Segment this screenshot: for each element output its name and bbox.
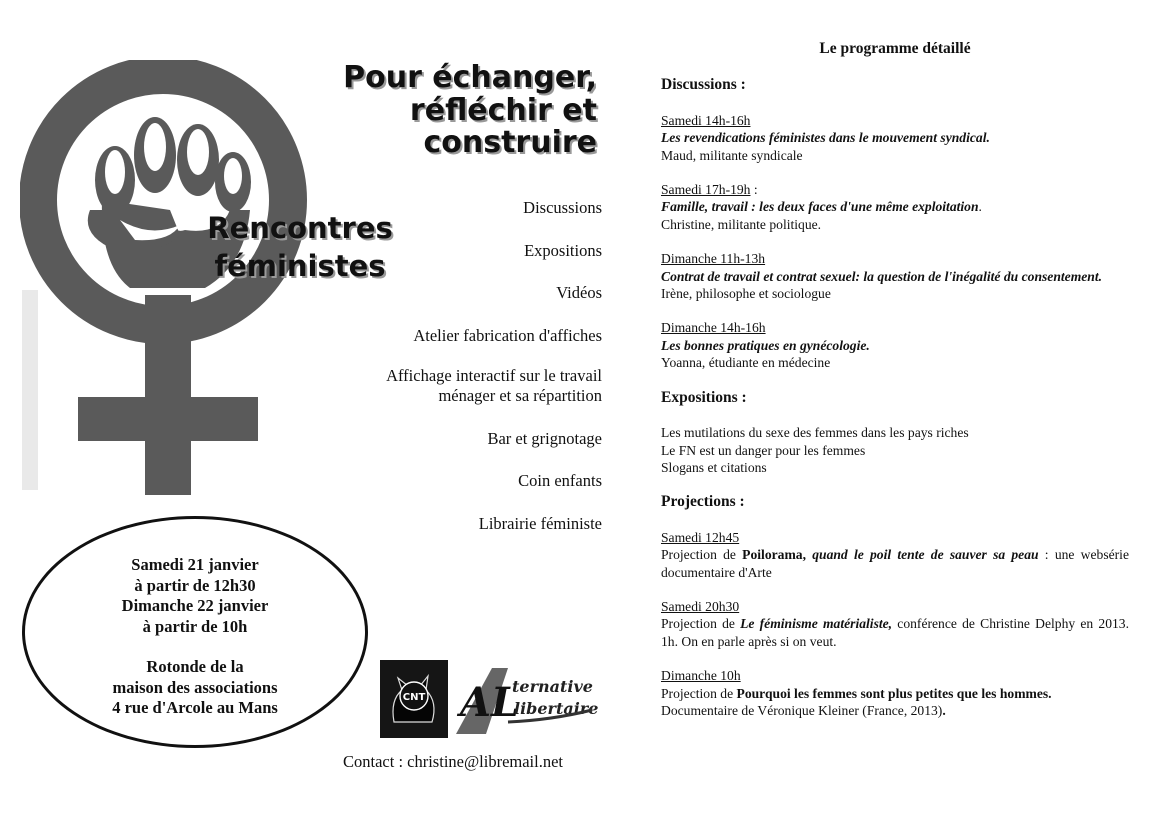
activity-line: Affichage interactif sur le travail [386, 365, 602, 385]
date-line: à partir de 10h [142, 616, 248, 636]
event-dates [25, 555, 365, 637]
discussion-item [661, 112, 1129, 164]
projection-title: Pourquoi les femmes sont plus petites que les hommes. [736, 685, 1052, 701]
projection-subtitle: quand le poil tente de sauver sa peau [805, 547, 1039, 563]
session-time: Samedi 17h-19h [661, 182, 751, 198]
session-title: Les bonnes pratiques en gynécologie. [661, 337, 870, 353]
discussions-heading: Discussions : [661, 76, 746, 94]
session-time: Samedi 12h45 [661, 529, 740, 545]
session-title-suffix: . [978, 199, 982, 215]
activity-item: Vidéos [556, 283, 602, 303]
activity-line: ménager et sa répartition [438, 386, 602, 406]
session-time: Dimanche 10h [661, 668, 741, 684]
activity-item: Atelier fabrication d'affiches [413, 325, 602, 345]
session-title: Les revendications féministes dans le mouvement syndical. [661, 130, 990, 146]
program-title: Le programme détaillé [819, 40, 971, 57]
date-line: Samedi 21 janvier [131, 555, 259, 574]
projections-heading: Projections : [661, 493, 745, 511]
event-place [25, 657, 365, 719]
alternative-libertaire-logo [452, 664, 598, 736]
projection-description: Documentaire de Véronique Kleiner (France, 2013) [661, 702, 943, 718]
activity-item: Expositions [524, 240, 602, 260]
place-line: maison des associations [112, 677, 278, 697]
activity-item: Coin enfants [518, 471, 602, 491]
event-title-line: féministes [214, 248, 386, 283]
cnt-logo-text: CNT [402, 692, 426, 703]
date-line: Dimanche 22 janvier [121, 596, 269, 615]
al-logo-text: libertaire [514, 699, 598, 718]
session-speaker: Maud, militante syndicale [661, 147, 803, 163]
headline-line: réfléchir et [409, 92, 597, 128]
session-time: Dimanche 11h-13h [661, 251, 766, 267]
projection-description-end: . [942, 702, 946, 718]
al-logo-letters: AL [460, 679, 520, 726]
projection-item [661, 667, 1129, 719]
exposition-item: Le FN est un danger pour les femmes [661, 442, 866, 458]
activities-list [342, 198, 602, 557]
projection-description: conférence de Christine Delphy en 2013. 1h. On en parle après si on veut. [661, 616, 1129, 649]
projection-prefix: Projection de [661, 616, 741, 632]
event-title-line: Rencontres [207, 211, 393, 245]
projection-prefix: Projection de [661, 547, 743, 563]
cnt-logo [380, 660, 448, 738]
contact-line: Contact : christine@libremail.net [343, 752, 564, 771]
session-speaker: Irène, philosophe et sociologue [661, 286, 831, 302]
date-line: à partir de 12h30 [134, 575, 256, 595]
session-time: Samedi 14h-16h [661, 112, 751, 128]
discussion-item [661, 181, 1129, 233]
projection-title: Le féminisme matérialiste, [740, 616, 893, 632]
discussion-item [661, 250, 1129, 302]
headline [297, 62, 597, 160]
projection-prefix: Projection de [661, 685, 737, 701]
session-speaker: Christine, militante politique. [661, 216, 822, 232]
expositions-heading: Expositions : [661, 388, 747, 406]
projection-title: Poilorama, [742, 547, 806, 563]
activity-item: Librairie féministe [478, 514, 602, 533]
projection-item [661, 598, 1129, 650]
session-time-suffix: : [750, 182, 758, 198]
session-time: Samedi 20h30 [661, 598, 740, 614]
discussion-item [661, 319, 1129, 371]
place-line: 4 rue d'Arcole au Mans [112, 698, 278, 717]
program-panel [661, 40, 1129, 736]
projection-description: : une websérie documentaire d'Arte [661, 547, 1129, 580]
session-speaker: Yoanna, étudiante en médecine [661, 355, 831, 371]
projection-item [661, 529, 1129, 581]
exposition-item: Slogans et citations [661, 459, 767, 475]
al-logo-text: ternative [512, 677, 593, 696]
headline-line: Pour échanger, [343, 60, 597, 95]
event-info-oval [22, 516, 368, 748]
place-line: Rotonde de la [146, 657, 244, 676]
session-title: Contrat de travail et contrat sexuel: la question de l'inégalité du consentement. [661, 268, 1103, 284]
activity-item [342, 366, 602, 407]
exposition-item: Les mutilations du sexe des femmes dans les pays riches [661, 425, 969, 441]
activity-item: Discussions [523, 198, 602, 217]
expositions-list [661, 424, 1129, 476]
activity-item: Bar et grignotage [487, 428, 602, 448]
session-time: Dimanche 14h-16h [661, 320, 766, 336]
headline-line: construire [423, 125, 597, 160]
session-title: Famille, travail : les deux faces d'une même exploitation [661, 199, 979, 215]
